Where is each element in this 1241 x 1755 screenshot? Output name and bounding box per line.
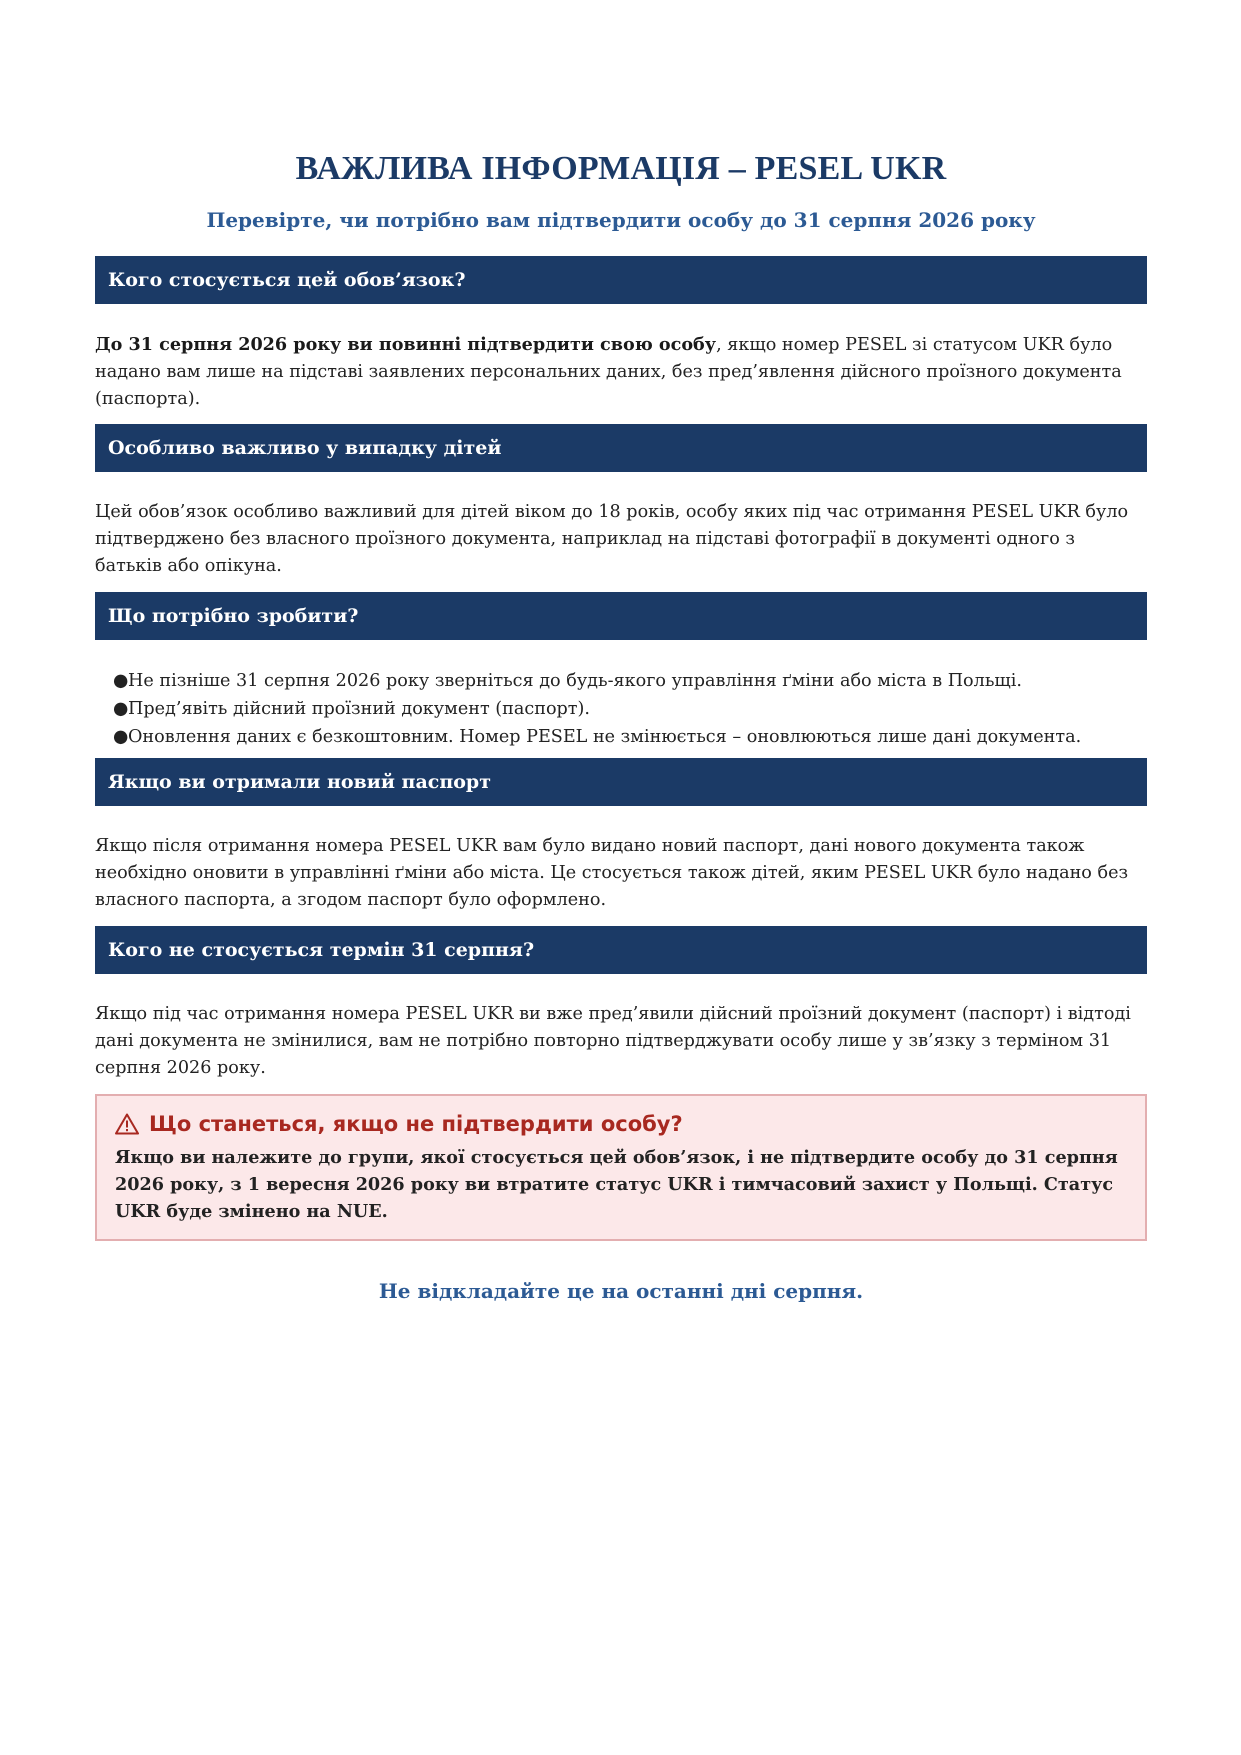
section-text-who-bold: До 31 серпня 2026 року ви повинні підтвердити свою особу: [95, 334, 717, 355]
list-item: [113, 667, 1147, 695]
warning-triangle-icon: [115, 1113, 139, 1135]
list-item-text: Пред’явіть дійсний проїзний документ (паспорт).: [128, 699, 590, 719]
section-text-who-rest: , якщо номер PESEL зі статусом UKR було надано вам лише на підставі заявлених персональних даних, без пред’явлення дійсного проїзного документа (паспорта).: [95, 335, 1122, 409]
list-item: [113, 695, 1147, 723]
section-text-who: [95, 331, 1147, 413]
section-heading-children: Особливо важливо у випадку дітей: [95, 424, 1147, 472]
bullet-icon: ●: [113, 671, 129, 691]
warning-text: Якщо ви належите до групи, якої стосується цей обов’язок, і не підтвердите особу до 31 серпня 2026 року, з 1 вересня 2026 року ви втратите статус UKR і тимчасовий захист у Польщі. Статус UKR буде змінено на NUE.: [115, 1147, 1118, 1222]
bullet-icon: ●: [113, 699, 129, 719]
page-title: ВАЖЛИВА ІНФОРМАЦІЯ – PESEL UKR: [295, 150, 947, 187]
section-heading-who: Кого стосується цей обов’язок?: [95, 256, 1147, 304]
bullet-icon: ●: [113, 727, 129, 747]
list-item-text: Оновлення даних є безкоштовним. Номер PESEL не змінюється – оновлюються лише дані документа.: [128, 727, 1082, 747]
list-item: [113, 723, 1147, 751]
todo-list: [113, 667, 1147, 751]
footer-note: Не відкладайте це на останні дні серпня.: [378, 1279, 864, 1303]
section-text-children: Цей обов’язок особливо важливий для дітей віком до 18 років, особу яких під час отримання PESEL UKR було підтверджено без власного проїзного документа, наприклад на підставі фотографії в документі одного з батьків або опікуна.: [95, 502, 1129, 576]
section-text-new-passport: Якщо після отримання номера PESEL UKR вам було видано новий паспорт, дані нового документа також необхідно оновити в управлінні ґміни або міста. Це стосується також дітей, яким PESEL UKR було надано без власного паспорта, а згодом паспорт було оформлено.: [95, 836, 1129, 910]
section-heading-new-passport: Якщо ви отримали новий паспорт: [95, 758, 1147, 806]
section-text-not-affected: Якщо під час отримання номера PESEL UKR ви вже пред’явили дійсний проїзний документ (паспорт) і відтоді дані документа не змінилися, вам не потрібно повторно підтверджувати особу лише у зв’язку з терміном 31 серпня 2026 року.: [95, 1004, 1131, 1078]
list-item-text: Не пізніше 31 серпня 2026 року зверніться до будь-якого управління ґміни або міста в Польщі.: [128, 671, 1022, 691]
page-subtitle: Перевірте, чи потрібно вам підтвердити особу до 31 серпня 2026 року: [206, 208, 1036, 232]
warning-title: Що станеться, якщо не підтвердити особу?: [149, 1112, 683, 1136]
warning-title-row: [115, 1110, 1127, 1138]
section-heading-todo: Що потрібно зробити?: [95, 592, 1147, 640]
section-heading-not-affected: Кого не стосується термін 31 серпня?: [95, 926, 1147, 974]
warning-box: [95, 1094, 1147, 1241]
